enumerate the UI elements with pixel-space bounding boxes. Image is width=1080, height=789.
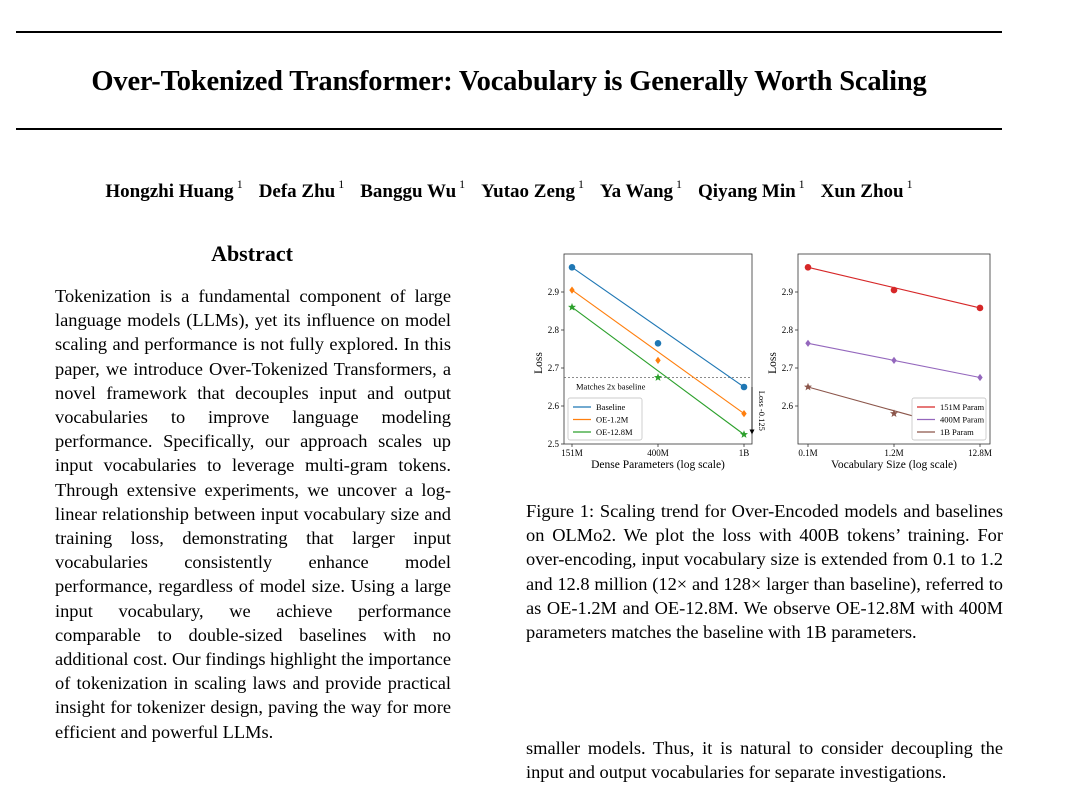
author-name: Xun Zhou $^1$ [820,177,913,203]
author-affiliation: 1 [798,177,805,191]
y-tick-label: 2.5 [547,439,559,449]
y-axis-label: Loss [767,352,779,374]
author-name: Defa Zhu $^1$ [258,177,345,203]
data-point [891,357,896,364]
abstract-heading: Abstract [211,241,293,266]
data-point [655,357,660,364]
x-tick-label: 400M [647,448,669,458]
data-point [805,340,810,347]
data-point [977,374,982,381]
data-point [741,410,746,417]
abstract-text: Tokenization is a fundamental component of large language models (LLMs), yet its influence on model scaling and performance is not fully explored. In this paper, we introduce Over-Tokenized Transformers, a novel framework that decouples input and output vocabularies to improve language modeling performance. Specifically, our approach scales up input vocabularies to leverage multi-gram tokens. Through extensive experiments, we uncover a log-linear relationship between input vocabulary size and training loss, demonstrating that larger input vocabularies consistently enhance model performance, regardless of model size. Using a large input vocabulary, we achieve performance comparable to double-sized baselines with no additional cost. Our findings highlight the importance of tokenization in scaling laws and provide practical insight for tokenizer design, paving the way for more efficient and powerful LLMs. [55,286,451,742]
author-affiliation: 1 [577,177,584,191]
figure-caption: Figure 1: Scaling trend for Over-Encoded models and baselines on OLMo2. We plot the loss with 400B tokens’ training. For over-encoding, input vocabulary size is extended from 0.1 to 1.2 and 12.8 million (12× and 128× larger than baseline), referred to as OE-1.2M and OE-12.8M. We observe OE-12.8M with 400M parameters matches the baseline with 1B parameters. [526,501,1003,643]
x-tick-label: 0.1M [798,448,818,458]
data-point [804,383,812,391]
author-affiliation: 1 [906,177,913,191]
author-name: Ya Wang $^1$ [599,177,683,203]
legend-entry: OE-12.8M [596,427,633,437]
y-tick-label: 2.8 [781,325,793,335]
y-tick-label: 2.6 [547,401,559,411]
data-point [805,264,812,271]
author-name: Banggu Wu $^1$ [360,177,466,203]
author-name: Hongzhi Huang $^1$ [105,177,243,203]
legend-entry: 400M Param [940,414,985,425]
author-name: Yutao Zeng $^1$ [481,177,584,203]
y-tick-label: 2.7 [547,363,559,373]
author-affiliation: 1 [338,177,345,191]
y-tick-label: 2.6 [781,401,793,411]
y-axis-label: Loss [533,352,545,374]
figure-1 [526,244,1006,476]
author-name: Qiyang Min $^1$ [698,177,805,203]
author-list [16,172,1002,206]
legend-entry: Baseline [596,402,626,412]
data-point [569,264,576,271]
x-tick-label: 151M [561,448,583,458]
series-line-oe-1-2m [572,290,744,414]
x-tick-label: 1.2M [884,448,904,458]
y-tick-label: 2.9 [547,287,559,297]
series-line-baseline [572,267,744,387]
y-tick-label: 2.7 [781,363,793,373]
legend-entry: OE-1.2M [596,414,629,425]
author-affiliation: 1 [236,177,243,191]
y-tick-label: 2.9 [781,287,793,297]
x-axis-label: Dense Parameters (log scale) [591,459,725,471]
author-affiliation: 1 [459,177,466,191]
author-affiliation: 1 [676,177,683,191]
data-point [977,305,984,312]
data-point [654,373,662,381]
x-tick-label: 1B [738,448,750,458]
title-top-rule [16,31,1002,33]
data-point [569,287,574,294]
data-point [891,287,898,294]
y-tick-label: 2.8 [547,325,559,335]
x-tick-label: 12.8M [968,448,992,458]
data-point [655,340,662,347]
title-bottom-rule [16,128,1002,130]
annotation-arrowhead [750,430,755,435]
reference-line-label: Matches 2x baseline [576,381,646,392]
data-point [740,430,748,438]
figure-1-charts [526,244,1006,476]
right-column-text: smaller models. Thus, it is natural to consider decoupling the input and output vocabularies for separate investigations. [526,738,1003,783]
paper-title: Over-Tokenized Transformer: Vocabulary is Generally Worth Scaling [91,66,927,97]
annotation-label: Loss -0.125 [757,390,767,431]
x-axis-label: Vocabulary Size (log scale) [831,459,957,471]
legend-entry: 151M Param [940,402,985,412]
data-point [741,384,748,391]
legend-entry: 1B Param [940,427,974,437]
